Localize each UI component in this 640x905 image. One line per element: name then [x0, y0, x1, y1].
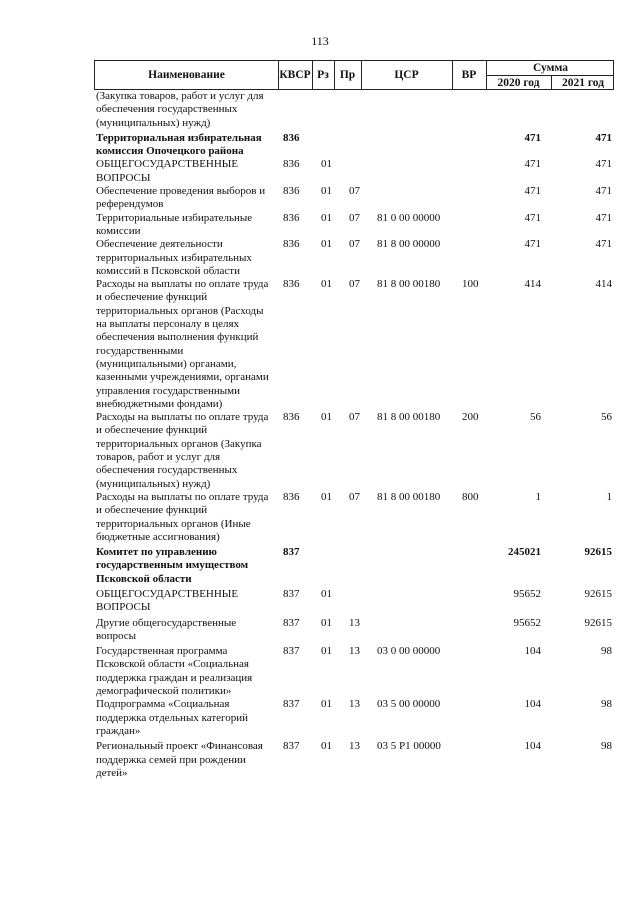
row-sum-2021: 98 — [601, 698, 612, 711]
row-vr: 800 — [462, 490, 479, 503]
row-name: Расходы на выплаты по оплате труда и обеспечение функций территориальных органов (Расходы на выплаты персоналу в целях обеспечения выполнения функций государственными (муниципальными) органами, казенными учреждениями, органами управления государственными внебюджетными фондами) — [96, 278, 269, 410]
row-sum-2020: 471 — [524, 158, 541, 171]
row-name: Территориальные избирательные комиссии — [96, 211, 253, 237]
row-csr: 81 0 00 00000 — [377, 211, 441, 224]
row-kvsr: 837 — [283, 616, 300, 629]
header-pr: Пр — [339, 69, 356, 81]
table-row — [94, 645, 614, 698]
row-sum-2021: 56 — [601, 411, 612, 424]
page-number: 113 — [311, 34, 329, 48]
row-name: Территориальная избирательная комиссия Опочецкого района — [96, 131, 262, 158]
row-rz: 01 — [321, 158, 332, 171]
row-kvsr: 837 — [283, 546, 300, 559]
row-rz: 01 — [321, 490, 332, 503]
table-row — [94, 90, 614, 130]
row-csr: 03 5 P1 00000 — [377, 740, 441, 753]
row-rz: 01 — [321, 698, 332, 711]
row-pr: 13 — [349, 616, 360, 629]
table-row — [94, 698, 614, 738]
row-sum-2021: 471 — [595, 185, 612, 198]
row-kvsr: 836 — [283, 278, 300, 291]
header-rz: Рз — [317, 69, 329, 81]
row-name: Другие общегосударственные вопросы — [96, 616, 237, 642]
row-sum-2021: 98 — [601, 740, 612, 753]
row-pr: 13 — [349, 645, 360, 658]
row-sum-2021: 471 — [595, 131, 612, 144]
row-name: Подпрограмма «Социальная поддержка отдельных категорий граждан» — [96, 698, 249, 737]
row-sum-2021: 1 — [606, 490, 612, 503]
row-kvsr: 836 — [283, 490, 300, 503]
row-vr: 200 — [462, 411, 479, 424]
header-csr: ЦСР — [394, 69, 419, 81]
table-row — [94, 588, 614, 615]
row-sum-2020: 1 — [535, 490, 541, 503]
row-name: Комитет по управлению государственным имуществом Псковской области — [96, 546, 249, 585]
header-kvsr: КВСР — [279, 69, 311, 81]
table-row — [94, 546, 614, 586]
table-header — [94, 60, 614, 90]
row-sum-2020: 471 — [524, 211, 541, 224]
row-rz: 01 — [321, 211, 332, 224]
row-kvsr: 836 — [283, 411, 300, 424]
row-pr: 13 — [349, 740, 360, 753]
row-sum-2021: 92615 — [584, 546, 612, 559]
row-name: Государственная программа Псковской области «Социальная поддержка граждан и реализация демографической политики» — [96, 645, 253, 698]
table-row — [94, 617, 614, 644]
table-row — [94, 185, 614, 212]
row-sum-2021: 471 — [595, 211, 612, 224]
header-name: Наименование — [148, 69, 225, 81]
row-sum-2021: 92615 — [584, 616, 612, 629]
row-name: ОБЩЕГОСУДАРСТВЕННЫЕ ВОПРОСЫ — [96, 587, 239, 614]
row-rz: 01 — [321, 645, 332, 658]
row-kvsr: 836 — [283, 238, 300, 251]
row-sum-2021: 98 — [601, 645, 612, 658]
row-sum-2020: 471 — [524, 185, 541, 198]
row-csr: 81 8 00 00180 — [377, 278, 441, 291]
row-sum-2020: 471 — [524, 238, 541, 251]
table-row — [94, 491, 614, 544]
table-row — [94, 278, 614, 411]
row-kvsr: 837 — [283, 740, 300, 753]
row-rz: 01 — [321, 587, 332, 600]
table-row — [94, 238, 614, 278]
row-sum-2021: 92615 — [584, 587, 612, 600]
row-sum-2021: 414 — [595, 278, 612, 291]
table-row — [94, 158, 614, 185]
header-sum: Сумма — [533, 62, 568, 74]
row-name: Расходы на выплаты по оплате труда и обеспечение функций территориальных органов (Закупка товаров, работ и услуг для обеспечения государственных (муниципальных) нужд) — [96, 411, 269, 490]
row-sum-2020: 245021 — [508, 546, 541, 559]
row-rz: 01 — [321, 185, 332, 198]
header-vr: ВР — [461, 69, 477, 81]
row-kvsr: 836 — [283, 158, 300, 171]
row-sum-2020: 471 — [524, 131, 541, 144]
row-sum-2020: 95652 — [513, 587, 541, 600]
row-csr: 81 8 00 00000 — [377, 238, 441, 251]
row-rz: 01 — [321, 411, 332, 424]
row-pr: 07 — [349, 238, 360, 251]
table-row — [94, 132, 614, 159]
row-name: Расходы на выплаты по оплате труда и обеспечение функций территориальных органов (Иные бюджетные ассигнования) — [96, 490, 269, 543]
row-name: Обеспечение деятельности территориальных избирательных комиссий в Псковской области — [96, 238, 252, 277]
table-row — [94, 411, 614, 491]
row-kvsr: 836 — [283, 185, 300, 198]
row-kvsr: 837 — [283, 587, 300, 600]
row-kvsr: 836 — [283, 211, 300, 224]
header-year-2021: 2021 год — [561, 77, 605, 89]
row-rz: 01 — [321, 616, 332, 629]
row-pr: 07 — [349, 278, 360, 291]
row-kvsr: 837 — [283, 698, 300, 711]
budget-table — [94, 60, 614, 780]
table-row — [94, 740, 614, 780]
table-row — [94, 212, 614, 239]
row-kvsr: 836 — [283, 131, 300, 144]
header-year-2020: 2020 год — [497, 77, 540, 89]
row-sum-2020: 104 — [524, 698, 541, 711]
row-pr: 13 — [349, 698, 360, 711]
row-csr: 03 0 00 00000 — [377, 645, 441, 658]
row-sum-2020: 414 — [524, 278, 541, 291]
row-pr: 07 — [349, 490, 360, 503]
row-name: (Закупка товаров, работ и услуг для обеспечения государственных (муниципальных) нужд) — [96, 90, 264, 129]
row-name: Обеспечение проведения выборов и референдумов — [96, 185, 266, 211]
row-rz: 01 — [321, 740, 332, 753]
row-rz: 01 — [321, 238, 332, 251]
row-csr: 03 5 00 00000 — [377, 698, 441, 711]
row-sum-2020: 104 — [524, 645, 541, 658]
row-csr: 81 8 00 00180 — [377, 411, 441, 424]
row-pr: 07 — [349, 185, 360, 198]
row-sum-2020: 104 — [524, 740, 541, 753]
row-vr: 100 — [462, 278, 479, 291]
row-pr: 07 — [349, 411, 360, 424]
row-sum-2020: 95652 — [513, 616, 541, 629]
row-name: Региональный проект «Финансовая поддержка семей при рождении детей» — [96, 740, 263, 779]
table-body — [94, 90, 614, 780]
row-pr: 07 — [349, 211, 360, 224]
row-sum-2021: 471 — [595, 158, 612, 171]
row-name: ОБЩЕГОСУДАРСТВЕННЫЕ ВОПРОСЫ — [96, 158, 239, 184]
row-sum-2020: 56 — [530, 411, 541, 424]
row-rz: 01 — [321, 278, 332, 291]
row-csr: 81 8 00 00180 — [377, 490, 441, 503]
row-kvsr: 837 — [283, 645, 300, 658]
row-sum-2021: 471 — [595, 238, 612, 251]
